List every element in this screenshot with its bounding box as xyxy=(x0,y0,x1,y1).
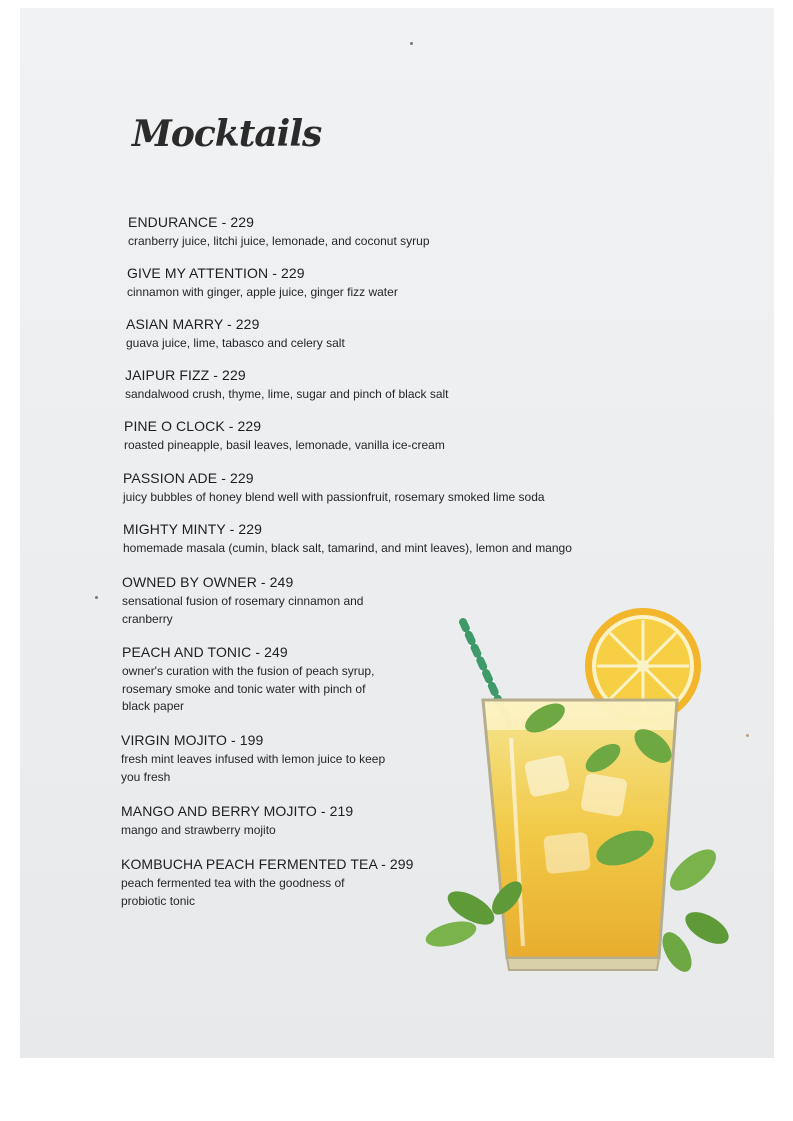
item-name: MANGO AND BERRY MOJITO - 219 xyxy=(121,803,354,819)
menu-item xyxy=(122,574,387,628)
item-description: mango and strawberry mojito xyxy=(121,823,276,837)
menu-page xyxy=(20,8,774,1058)
item-description: sandalwood crush, thyme, lime, sugar and pinch of black salt xyxy=(125,387,449,401)
menu-item xyxy=(128,214,430,251)
item-description: peach fermented tea with the goodness of probiotic tonic xyxy=(121,876,345,908)
lemonade-glass-illustration xyxy=(415,608,735,988)
item-name: JAIPUR FIZZ - 229 xyxy=(125,367,246,383)
item-description: homemade masala (cumin, black salt, tamarind, and mint leaves), lemon and mango xyxy=(123,541,572,555)
item-description: owner's curation with the fusion of peach syrup, rosemary smoke and tonic water with pinch of black paper xyxy=(122,664,375,713)
item-description: cinnamon with ginger, apple juice, ginger fizz water xyxy=(127,285,398,299)
item-description: roasted pineapple, basil leaves, lemonade, vanilla ice-cream xyxy=(124,438,445,452)
page-title: Mocktails xyxy=(132,113,322,155)
item-name: MIGHTY MINTY - 229 xyxy=(123,521,262,537)
menu-item xyxy=(127,265,398,302)
menu-item xyxy=(126,316,345,353)
item-description: guava juice, lime, tabasco and celery salt xyxy=(126,336,345,350)
menu-item xyxy=(123,521,572,558)
item-description: fresh mint leaves infused with lemon juice to keep you fresh xyxy=(121,752,386,784)
menu-item xyxy=(121,803,386,840)
item-name: PASSION ADE - 229 xyxy=(123,470,254,486)
item-description: sensational fusion of rosemary cinnamon and cranberry xyxy=(122,594,364,626)
item-name: GIVE MY ATTENTION - 229 xyxy=(127,265,305,281)
menu-item xyxy=(122,644,387,716)
menu-item xyxy=(125,367,449,404)
item-name: PINE O CLOCK - 229 xyxy=(124,418,262,434)
menu-item xyxy=(124,418,445,455)
menu-item xyxy=(123,470,545,507)
item-name: PEACH AND TONIC - 249 xyxy=(122,644,288,660)
item-name: VIRGIN MOJITO - 199 xyxy=(121,732,264,748)
item-description: cranberry juice, litchi juice, lemonade, and coconut syrup xyxy=(128,234,430,248)
item-name: ASIAN MARRY - 229 xyxy=(126,316,260,332)
menu-item xyxy=(121,732,386,786)
menu-item xyxy=(121,856,414,910)
item-name: ENDURANCE - 229 xyxy=(128,214,254,230)
item-description: juicy bubbles of honey blend well with passionfruit, rosemary smoked lime soda xyxy=(123,490,545,504)
item-name: KOMBUCHA PEACH FERMENTED TEA - 299 xyxy=(121,856,414,872)
item-name: OWNED BY OWNER - 249 xyxy=(122,574,294,590)
